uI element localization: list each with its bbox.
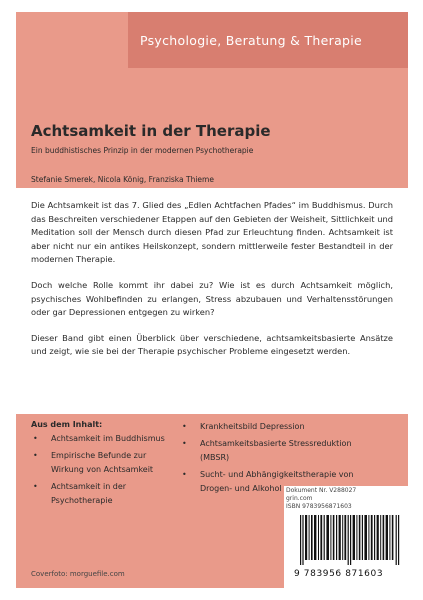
blurb-paragraph: Die Achtsamkeit ist das 7. Glied des „Edlen Achtfachen Pfades“ im Buddhismus. Durch das Beschreiten verschiedener Etappen auf den Gebieten der Weisheit, Sittlichkeit und Meditation soll der Mensch durch diesen Pfad zur Erleuchtung finden. Achtsamkeit ist aber nicht nur ein antikes Heilskonzept, sondern mittlerweile fester Bestandteil in der modernen Therapie.	[31, 200, 393, 265]
bullet-icon: •	[33, 434, 38, 443]
list-item	[31, 449, 171, 476]
bullet-icon: •	[33, 482, 38, 492]
list-item	[180, 437, 360, 464]
list-item	[180, 420, 360, 433]
cover-photo-credit: Coverfoto: morguefile.com	[31, 570, 125, 578]
series-label: Psychologie, Beratung & Therapie	[128, 12, 408, 68]
book-subtitle: Ein buddhistisches Prinzip in der modernen Psychotherapie	[31, 146, 254, 155]
blurb-paragraph: Dieser Band gibt einen Überblick über verschiedene, achtsamkeitsbasierte Ansätze und zeigt, wie sie bei der Therapie psychischer Probleme eingesetzt werden.	[31, 332, 393, 357]
blurb-text	[31, 199, 393, 371]
contents-list-left	[31, 432, 171, 511]
list-item	[31, 480, 171, 507]
bullet-icon: •	[182, 422, 187, 431]
publisher-site: grin.com	[286, 495, 313, 502]
document-number: Dokument Nr. V288027	[286, 487, 357, 494]
contents-heading: Aus dem Inhalt:	[31, 420, 103, 429]
barcode-icon	[300, 515, 400, 565]
book-title: Achtsamkeit in der Therapie	[31, 122, 271, 140]
document-info	[286, 487, 356, 511]
book-authors: Stefanie Smerek, Nicola König, Franziska Thieme	[31, 175, 214, 184]
list-item-text: Sucht- und Abhängigkeitstherapie von Drogen- und Alkohol	[200, 470, 354, 493]
list-item-text: Achtsamkeit im Buddhismus	[51, 434, 165, 443]
list-item-text: Empirische Befunde zur Wirkung von Achtsamkeit	[51, 451, 154, 474]
blurb-paragraph: Doch welche Rolle kommt ihr dabei zu? Wie ist es durch Achtsamkeit möglich, psychisches Wohlbefinden zu erlangen, Stress abzubauen und Verhaltensstörungen oder gar Depressionen entgegen zu wirken?	[31, 279, 393, 318]
isbn-label: ISBN 9783956871603	[286, 503, 352, 510]
list-item-text: Achtsamkeit in der Psychotherapie	[51, 482, 127, 505]
list-item	[31, 432, 171, 445]
bullet-icon: •	[182, 439, 187, 449]
bullet-icon: •	[182, 470, 187, 480]
bullet-icon: •	[33, 451, 38, 461]
isbn-digits: 9 783956 871603	[294, 569, 384, 579]
list-item-text: Achtsamkeitsbasierte Stressreduktion (MBSR)	[200, 439, 352, 462]
list-item-text: Krankheitsbild Depression	[200, 422, 305, 431]
